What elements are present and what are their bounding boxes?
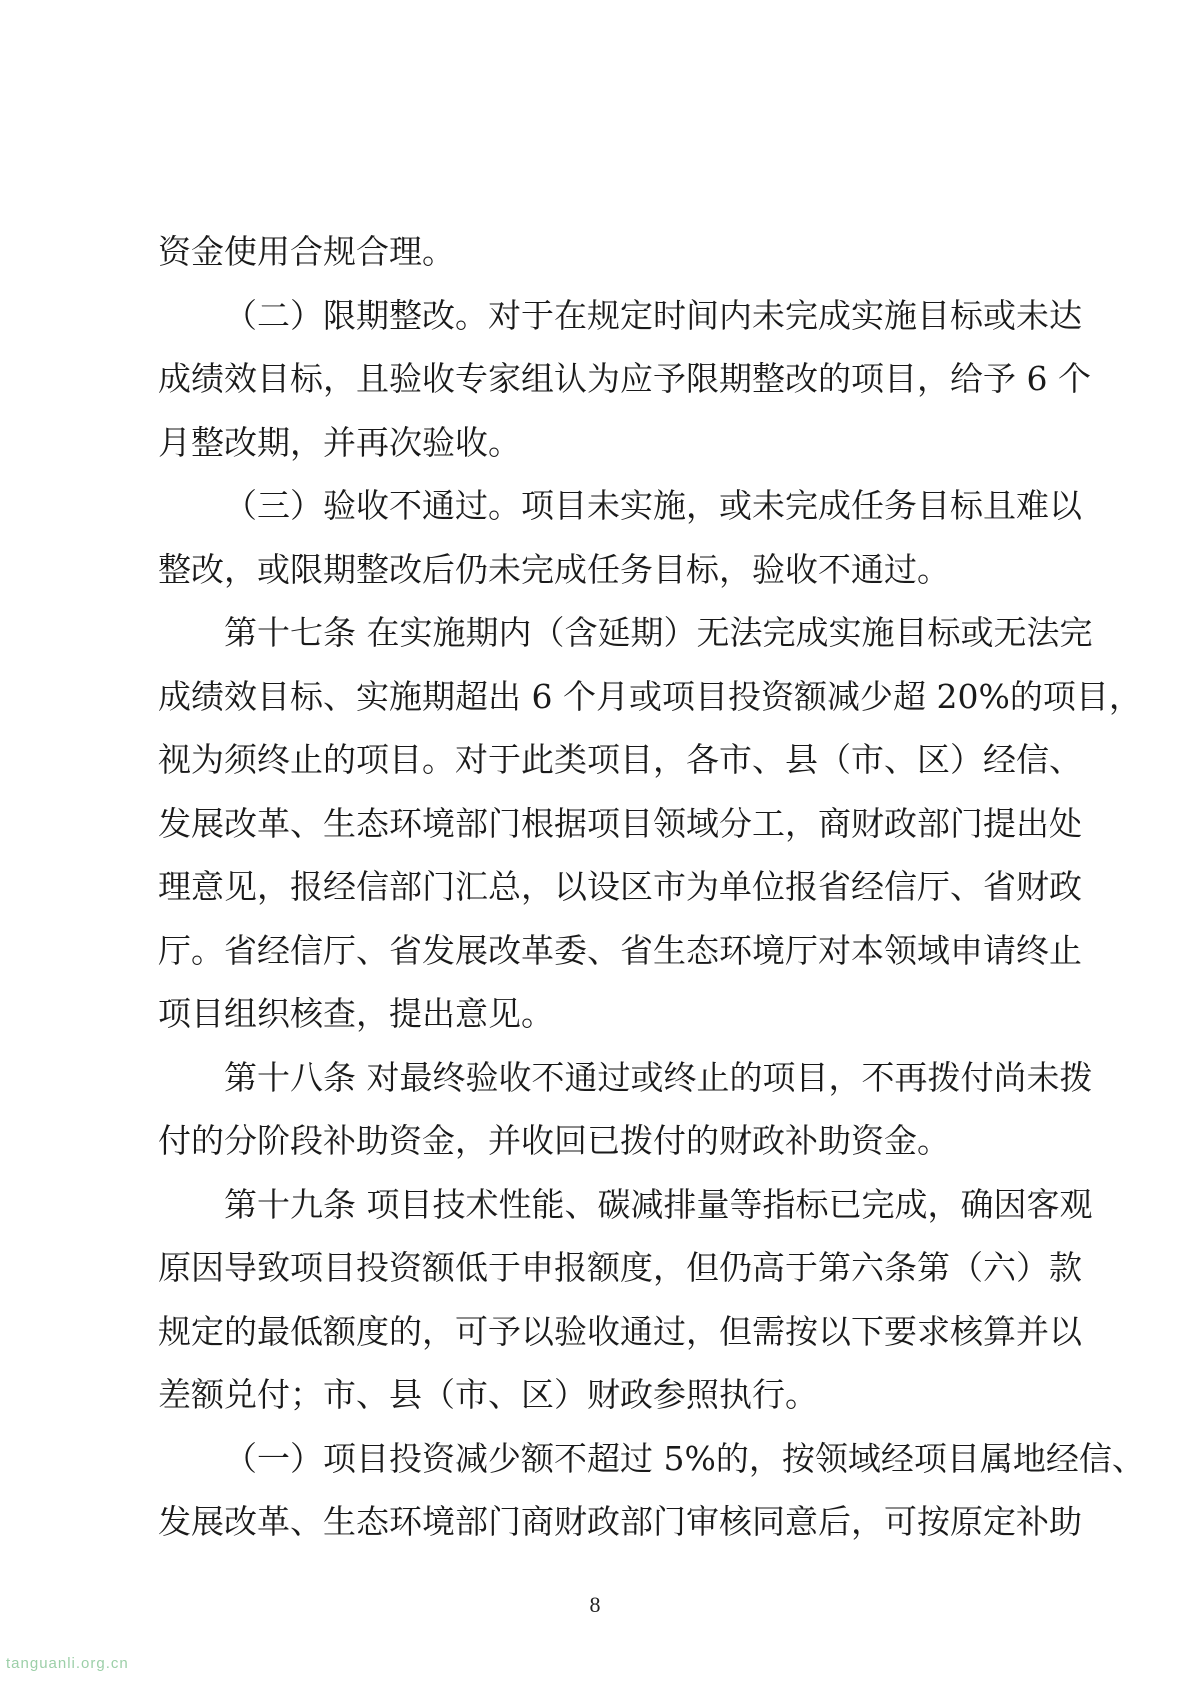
text-line: 月整改期，并再次验收。 <box>158 422 521 462</box>
text-line: 第十九条 项目技术性能、碳减排量等指标已完成，确因客观 <box>224 1184 1093 1224</box>
text-line: 理意见，报经信部门汇总，以设区市为单位报省经信厅、省财政 <box>158 867 1082 906</box>
watermark: tanguanli.org.cn <box>6 1655 129 1672</box>
text-line: 规定的最低额度的，可予以验收通过，但需按以下要求核算并以 <box>158 1311 1082 1351</box>
text-line: （一）项目投资减少额不超过 5%的，按领域经项目属地经信、 <box>224 1438 1145 1478</box>
text-line: 视为须终止的项目。对于此类项目，各市、县（市、区）经信、 <box>158 740 1082 779</box>
text-line: 成绩效目标、实施期超出 6 个月或项目投资额减少超 20%的项目， <box>158 676 1142 716</box>
text-line: 付的分阶段补助资金，并收回已拨付的财政补助资金。 <box>158 1121 950 1160</box>
text-line: 发展改革、生态环境部门根据项目领域分工，商财政部门提出处 <box>158 803 1082 843</box>
text-line: 厅。省经信厅、省发展改革委、省生态环境厅对本领域申请终止 <box>158 930 1082 970</box>
page-number: 8 <box>589 1592 601 1617</box>
text-line: 原因导致项目投资额低于申报额度，但仍高于第六条第（六）款 <box>158 1248 1082 1287</box>
text-line: 差额兑付；市、县（市、区）财政参照执行。 <box>158 1375 818 1414</box>
text-line: 第十八条 对最终验收不通过或终止的项目，不再拨付尚未拨 <box>224 1057 1093 1097</box>
text-line: （二）限期整改。对于在规定时间内未完成实施目标或未达 <box>224 295 1082 335</box>
text-line: 资金使用合规合理。 <box>158 232 455 271</box>
text-line: 成绩效目标，且验收专家组认为应予限期整改的项目，给予 6 个 <box>158 359 1091 398</box>
text-line: 整改，或限期整改后仍未完成任务目标，验收不通过。 <box>158 549 950 589</box>
text-line: 第十七条 在实施期内（含延期）无法完成实施目标或无法完 <box>224 613 1093 652</box>
text-line: （三）验收不通过。项目未实施，或未完成任务目标且难以 <box>224 486 1082 525</box>
text-line: 项目组织核查，提出意见。 <box>158 994 554 1033</box>
text-line: 发展改革、生态环境部门商财政部门审核同意后，可按原定补助 <box>158 1502 1082 1541</box>
document-body <box>158 220 1145 1554</box>
